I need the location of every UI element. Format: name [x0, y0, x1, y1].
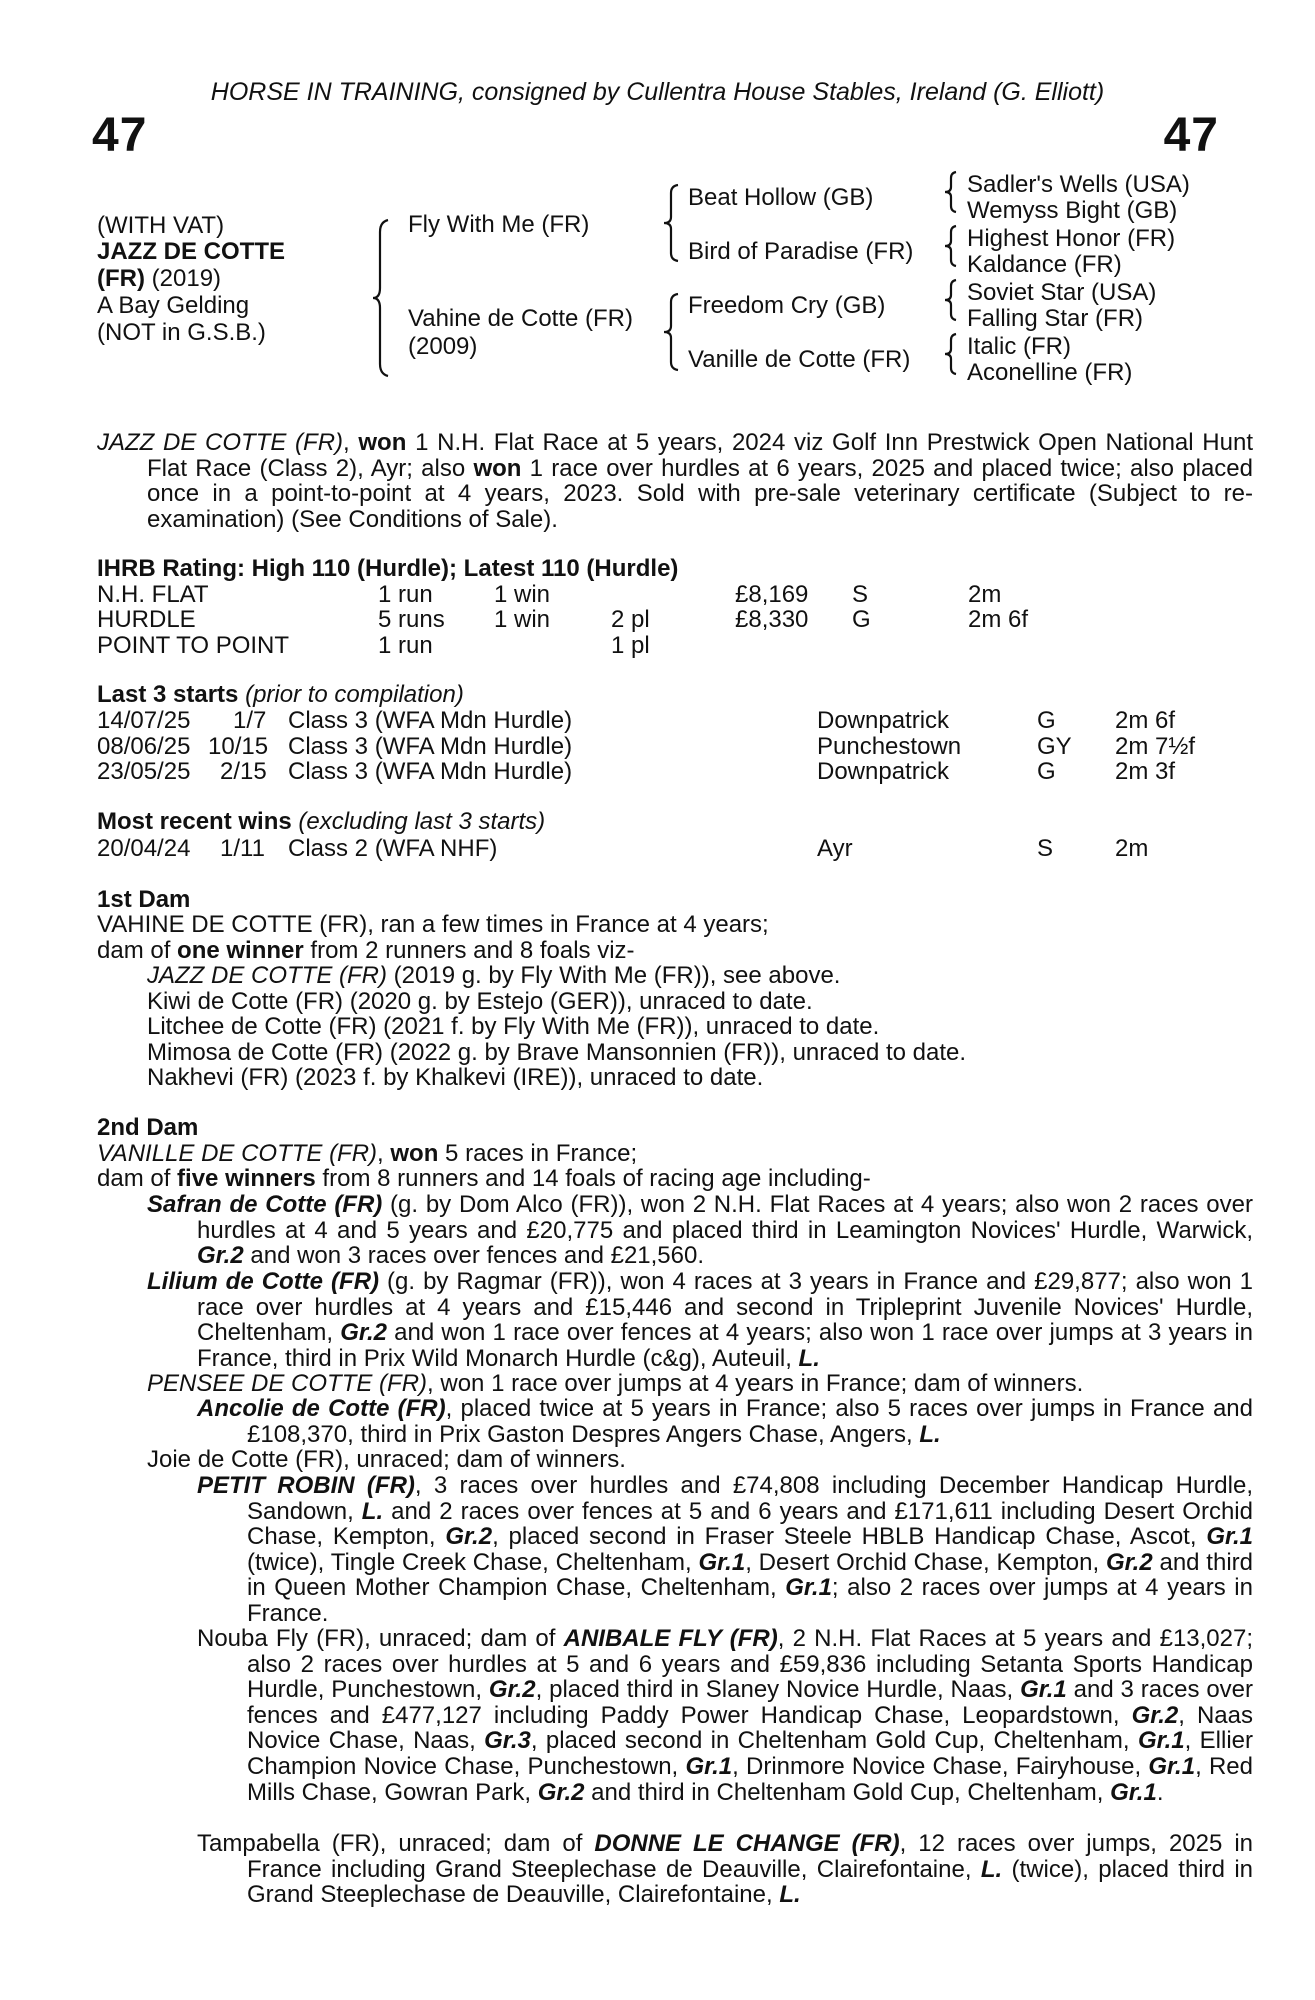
pedigree-g8: Aconelline (FR)	[967, 359, 1133, 386]
second-dam-line1	[97, 1141, 637, 1167]
produce-text: Nouba Fly (FR), unraced; dam of	[197, 1625, 564, 1652]
summary-won: won	[358, 429, 407, 456]
win-race: Class 2 (WFA NHF)	[288, 835, 498, 862]
rating-wins: 1 win	[494, 581, 551, 608]
produce-name: PETIT ROBIN (FR)	[197, 1472, 415, 1499]
produce-ancolie	[197, 1396, 1253, 1447]
second-dam-text-2: from 8 runners and 14 foals of racing age including-	[315, 1165, 871, 1192]
summary-text-2: 1 race over hurdles at 6 years, 2025 and placed twice; also placed once in a point-to-point at 4 years, 2023. Sold with pre-sale veterinary certificate (Subject to re-examination) (See Conditions of Sale).	[147, 454, 1253, 533]
produce-tampabella	[197, 1831, 1253, 1908]
start-date: 14/07/25	[97, 707, 191, 734]
horse-country: (FR)	[97, 265, 145, 292]
start-date: 23/05/25	[97, 758, 191, 785]
horse-gsb: (NOT in G.S.B.)	[97, 319, 266, 346]
start-going: G	[1037, 758, 1056, 785]
pedigree-g2: Wemyss Bight (GB)	[967, 197, 1178, 224]
lot-number-right: 47	[1163, 109, 1219, 162]
foal-item	[147, 963, 840, 989]
grade-badge: Gr.2	[1105, 1548, 1153, 1576]
rating-earnings: £8,169	[735, 581, 809, 608]
pedigree-dam-dam: Vanille de Cotte (FR)	[688, 346, 911, 373]
rating-wins: 1 win	[494, 606, 551, 633]
start-position: 10/15	[208, 733, 269, 760]
recent-wins-title: Most recent wins	[97, 808, 292, 835]
foal-item: Mimosa de Cotte (FR) (2022 g. by Brave Mansonnien (FR)), unraced to date.	[147, 1039, 967, 1066]
pedigree-dam-year: (2009)	[408, 333, 478, 360]
produce-petit-robin	[197, 1473, 1253, 1627]
start-going: G	[1037, 707, 1056, 734]
consignor-header: HORSE IN TRAINING, consigned by Cullentra House Stables, Ireland (G. Elliott)	[210, 78, 1105, 106]
rating-heading: IHRB Rating: High 110 (Hurdle); Latest 110 (Hurdle)	[97, 555, 679, 582]
produce-name: Ancolie de Cotte (FR)	[197, 1395, 446, 1422]
produce-text: (g. by Ragmar (FR)), won 4 races at 3 years in France and £29,877; also won 1 race over hurdles at 4 years and £15,446 and second in Tripleprint Juvenile Novices' Hurdle, Cheltenham,	[197, 1268, 1254, 1347]
start-race: Class 3 (WFA Mdn Hurdle)	[288, 733, 573, 760]
horse-year: (2019)	[144, 265, 222, 292]
rating-going: S	[852, 581, 869, 608]
win-date: 20/04/24	[97, 835, 191, 862]
produce-text: , 12 races over jumps, 2025 in France including Grand Steeplechase de Deauville, Clairefontaine,	[247, 1830, 1253, 1883]
foal-detail: (2019 g. by Fly With Me (FR)), see above.	[386, 962, 841, 989]
rating-distance: 2m	[968, 581, 1002, 608]
rating-distance: 2m 6f	[968, 606, 1029, 633]
produce-text: , placed twice at 5 years in France; also 5 races over jumps in France and £108,370, third in Prix Gaston Despres Angers Chase, Angers,	[247, 1395, 1254, 1448]
horse-description: A Bay Gelding	[97, 292, 250, 319]
win-distance: 2m	[1115, 835, 1149, 862]
summary-text-1: 1 N.H. Flat Race at 5 years, 2024 viz Golf Inn Prestwick Open National Hunt Flat Race (Class 2), Ayr; also	[147, 429, 1253, 482]
produce-text: , placed second in Cheltenham Gold Cup, Cheltenham,	[530, 1727, 1138, 1755]
produce-text: , 3 races over hurdles and £74,808 including December Handicap Hurdle, Sandown,	[247, 1472, 1253, 1525]
produce-text: and third in Cheltenham Gold Cup, Cheltenham,	[584, 1778, 1111, 1806]
grade-badge: Gr.1	[1148, 1752, 1196, 1780]
first-dam-heading: 1st Dam	[97, 886, 191, 913]
grade-badge: Gr.2	[1131, 1701, 1179, 1729]
produce-text: (g. by Dom Alco (FR)), won 2 N.H. Flat Races at 4 years; also won 2 races over hurdles at 4 and 5 years and £20,775 and placed third in Leamington Novices' Hurdle, Warwick,	[197, 1191, 1253, 1244]
foal-item: Nakhevi (FR) (2023 f. by Khalkevi (IRE)), unraced to date.	[147, 1064, 764, 1091]
pedigree-sire: Fly With Me (FR)	[408, 211, 590, 238]
produce-text: , won 1 race over jumps at 4 years in France; dam of winners.	[427, 1370, 1084, 1397]
produce-text: Tampabella (FR), unraced; dam of	[197, 1830, 595, 1857]
produce-text: , Ellier Champion Novice Chase, Punchestown,	[247, 1727, 1253, 1780]
produce-name: Lilium de Cotte (FR)	[147, 1268, 380, 1295]
lot-number-left: 47	[92, 109, 148, 162]
pedigree-brace-dam	[660, 292, 684, 372]
produce-name: DONNE LE CHANGE (FR)	[594, 1830, 900, 1857]
second-dam-won: won	[390, 1140, 439, 1167]
rating-runs: 1 run	[378, 581, 433, 608]
start-going: GY	[1037, 733, 1072, 760]
produce-text: and won 1 race over fences at 4 years; also won 1 race over jumps at 3 years in France, third in Prix Wild Monarch Hurdle (c&g), Auteuil,	[197, 1319, 1253, 1372]
second-dam-name: VANILLE DE COTTE (FR)	[97, 1140, 378, 1167]
pedigree-brace-g3	[942, 278, 962, 322]
rating-places: 1 pl	[611, 632, 650, 659]
first-dam-line1: VAHINE DE COTTE (FR), ran a few times in France at 4 years;	[97, 911, 769, 938]
produce-name: ANIBALE FLY (FR)	[563, 1625, 778, 1652]
last-starts-note: (prior to compilation)	[238, 681, 464, 708]
recent-wins-heading	[97, 809, 545, 835]
second-dam-heading: 2nd Dam	[97, 1114, 199, 1141]
grade-badge: Gr.3	[484, 1727, 531, 1755]
pedigree-brace-sire	[660, 183, 684, 263]
pedigree-dam-sire: Freedom Cry (GB)	[688, 292, 886, 319]
first-dam-text-2: from 2 runners and 8 foals viz-	[303, 937, 635, 964]
second-dam-races: 5 races in France;	[438, 1140, 638, 1167]
grade-badge: Gr.1	[1137, 1727, 1185, 1755]
produce-nouba-fly	[197, 1626, 1253, 1805]
grade-badge: Gr.2	[537, 1778, 585, 1806]
listed-badge: L.	[919, 1420, 941, 1448]
pedigree-sire-sire: Beat Hollow (GB)	[688, 184, 874, 211]
produce-text: , Drinmore Novice Chase, Fairyhouse,	[732, 1752, 1149, 1780]
produce-text: , Naas Novice Chase, Naas,	[247, 1701, 1253, 1755]
start-position: 2/15	[220, 758, 267, 785]
horse-name: JAZZ DE COTTE	[97, 238, 286, 265]
first-dam-text: dam of	[97, 937, 178, 964]
produce-safran	[147, 1192, 1253, 1269]
grade-badge: Gr.2	[445, 1523, 493, 1551]
produce-name: PENSEE DE COTTE (FR)	[147, 1370, 428, 1397]
produce-text: .	[1156, 1778, 1164, 1806]
rating-runs: 5 runs	[378, 606, 445, 633]
start-course: Punchestown	[817, 733, 962, 760]
pedigree-g4: Kaldance (FR)	[967, 251, 1122, 278]
first-dam-line2	[97, 938, 635, 964]
listed-badge: L.	[980, 1855, 1003, 1883]
produce-text: and third in Queen Mother Champion Chase, Cheltenham,	[247, 1548, 1253, 1602]
last-starts-heading	[97, 682, 464, 708]
produce-text: , Red Mills Chase, Gowran Park,	[247, 1752, 1253, 1806]
produce-text: (twice), placed third in Grand Steeplechase de Deauville, Clairefontaine,	[247, 1855, 1254, 1909]
rating-type: N.H. FLAT	[97, 581, 209, 608]
produce-pensee	[147, 1371, 1083, 1397]
horse-vat: (WITH VAT)	[97, 212, 225, 239]
win-course: Ayr	[817, 835, 853, 862]
foal-name: JAZZ DE COTTE (FR)	[147, 962, 387, 989]
pedigree-brace-g4	[942, 332, 962, 376]
grade-badge: Gr.1	[1020, 1676, 1067, 1704]
win-position: 1/11	[220, 835, 265, 862]
pedigree-g3: Highest Honor (FR)	[967, 225, 1176, 252]
pedigree-g5: Soviet Star (USA)	[967, 279, 1157, 306]
foal-item: Litchee de Cotte (FR) (2021 f. by Fly With Me (FR)), unraced to date.	[147, 1013, 880, 1040]
grade-badge: Gr.1	[1110, 1778, 1157, 1806]
rating-places: 2 pl	[611, 606, 650, 633]
foal-item: Kiwi de Cotte (FR) (2020 g. by Estejo (GER)), unraced to date.	[147, 988, 813, 1015]
produce-text: , placed third in Slaney Novice Hurdle, Naas,	[535, 1676, 1021, 1704]
start-distance: 2m 3f	[1115, 758, 1176, 785]
start-distance: 2m 6f	[1115, 707, 1176, 734]
rating-going: G	[852, 606, 871, 633]
start-course: Downpatrick	[817, 707, 950, 734]
grade-badge: Gr.1	[785, 1574, 832, 1602]
pedigree-sire-dam: Bird of Paradise (FR)	[688, 238, 914, 265]
summary-won-2: won	[473, 454, 522, 482]
produce-text: , Desert Orchid Chase, Kempton,	[745, 1548, 1106, 1576]
rating-type: HURDLE	[97, 606, 196, 633]
grade-badge: Gr.1	[685, 1752, 733, 1780]
listed-badge: L.	[798, 1344, 820, 1372]
start-race: Class 3 (WFA Mdn Hurdle)	[288, 758, 573, 785]
produce-lilium	[147, 1269, 1253, 1371]
grade-badge: Gr.2	[488, 1676, 536, 1704]
first-dam-winners: one winner	[177, 937, 304, 964]
produce-text: and 3 races over fences and £477,127 including Paddy Power Handicap Chase, Leopardstown,	[247, 1676, 1254, 1729]
start-race: Class 3 (WFA Mdn Hurdle)	[288, 707, 573, 734]
pedigree-brace-g2	[942, 224, 962, 268]
produce-name: Safran de Cotte (FR)	[147, 1191, 383, 1218]
second-dam-winners: five winners	[177, 1165, 316, 1192]
pedigree-brace-main	[370, 218, 394, 378]
last-starts-title: Last 3 starts	[97, 681, 239, 708]
listed-badge: L.	[779, 1881, 801, 1909]
second-dam-line2	[97, 1166, 871, 1192]
summary-horse-name: JAZZ DE COTTE (FR)	[97, 429, 344, 456]
produce-joie: Joie de Cotte (FR), unraced; dam of winners.	[147, 1446, 626, 1473]
start-distance: 2m 7½f	[1115, 733, 1196, 760]
second-dam-text: dam of	[97, 1165, 178, 1192]
pedigree-dam: Vahine de Cotte (FR)	[408, 305, 633, 332]
pedigree-g1: Sadler's Wells (USA)	[967, 171, 1190, 198]
produce-text: , 2 N.H. Flat Races at 5 years and £13,027; also 2 races over hurdles at 5 and 6 years and £59,836 including Setanta Sports Handicap Hurdle, Punchestown,	[247, 1625, 1254, 1704]
race-summary: JAZZ DE COTTE (FR), won 1 N.H. Flat Race at 5 years, 2024 viz Golf Inn Prestwick Open National Hunt Flat Race (Class 2), Ayr; also won 1 race over hurdles at 6 years, 2025 and placed twice; also placed once in a point-to-point at 4 years, 2023. Sold with pre-sale veterinary certificate (Subject to re-examination) (See Conditions of Sale).	[97, 429, 1253, 533]
horse-name-line2	[97, 265, 221, 292]
grade-badge: Gr.1	[698, 1548, 746, 1576]
rating-runs: 1 run	[378, 632, 433, 659]
rating-earnings: £8,330	[735, 606, 809, 633]
produce-text: , placed second in Fraser Steele HBLB Handicap Chase, Ascot,	[492, 1523, 1207, 1551]
start-course: Downpatrick	[817, 758, 950, 785]
listed-badge: L.	[361, 1497, 384, 1525]
grade-badge: Gr.2	[340, 1319, 387, 1347]
start-position: 1/7	[233, 707, 267, 734]
win-going: S	[1037, 835, 1054, 862]
produce-text: and 2 races over fences at 5 and 6 years and £171,611 including Desert Orchid Chase, Kempton,	[247, 1497, 1253, 1551]
grade-badge: Gr.2	[197, 1242, 244, 1270]
produce-text: ; also 2 races over jumps at 4 years in France.	[247, 1574, 1253, 1627]
start-date: 08/06/25	[97, 733, 191, 760]
pedigree-g6: Falling Star (FR)	[967, 305, 1144, 332]
second-dam-comma: ,	[377, 1140, 391, 1167]
pedigree-g7: Italic (FR)	[967, 333, 1071, 360]
produce-text: and won 3 races over fences and £21,560.	[243, 1242, 705, 1270]
produce-text: (twice), Tingle Creek Chase, Cheltenham,	[247, 1548, 699, 1576]
rating-type: POINT TO POINT	[97, 632, 290, 659]
pedigree-brace-g1	[942, 170, 962, 214]
grade-badge: Gr.1	[1206, 1523, 1254, 1551]
recent-wins-note: (excluding last 3 starts)	[291, 808, 546, 835]
